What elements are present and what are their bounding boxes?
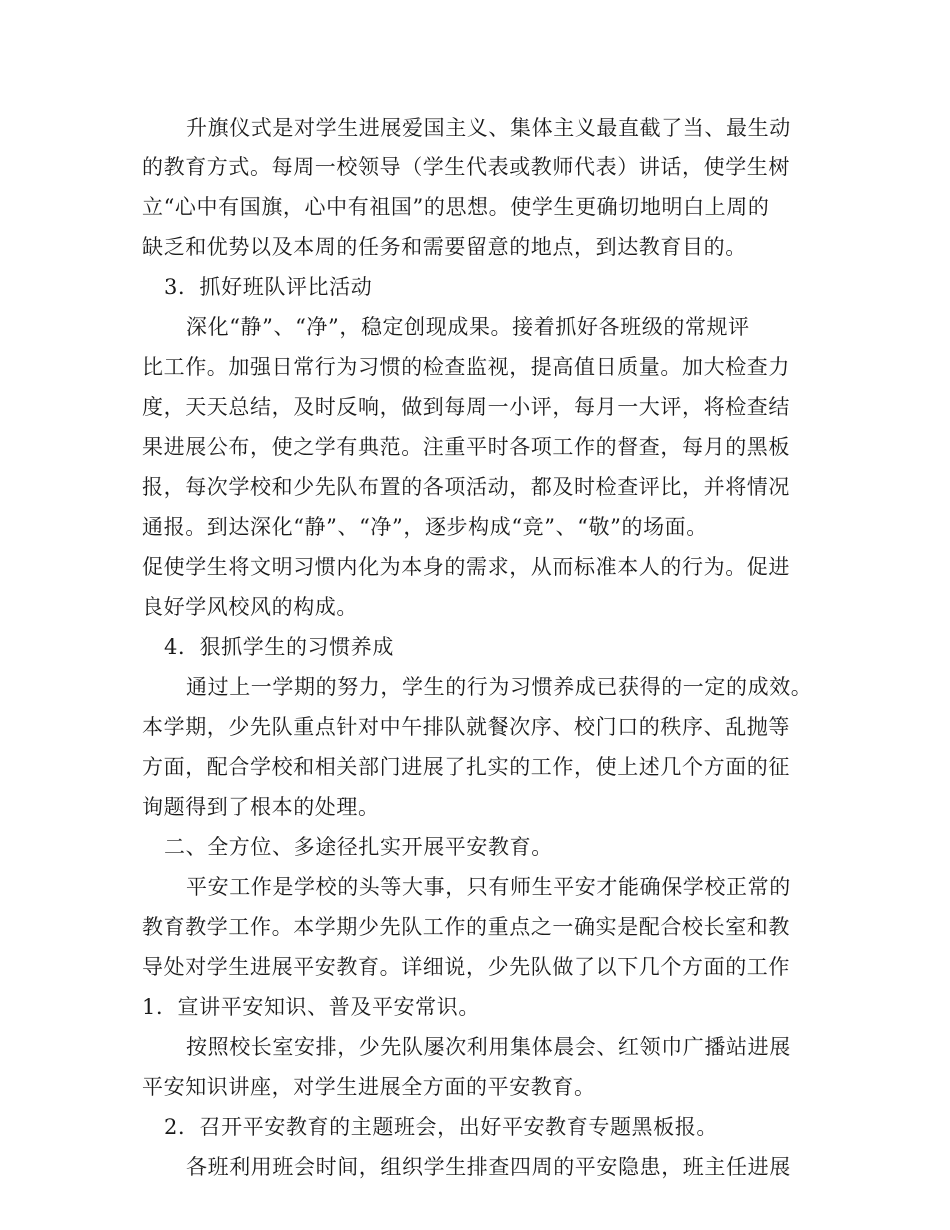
paragraph-line: 果进展公布，使之学有典范。注重平时各项工作的督查，每月的黑板 — [142, 435, 790, 459]
paragraph-line: 方面，配合学校和相关部门进展了扎实的工作，使上述几个方面的征 — [142, 755, 790, 779]
paragraph-line: 度，天天总结，及时反响，做到每周一小评，每月一大评，将检查结 — [142, 395, 790, 419]
paragraph-line: 通报。到达深化“静”、“净”，逐步构成“竞”、“敬”的场面。 — [142, 515, 708, 539]
paragraph-line: 升旗仪式是对学生进展爱国主义、集体主义最直截了当、最生动 — [186, 116, 791, 140]
paragraph-line: 缺乏和优势以及本周的任务和需要留意的地点，到达教育目的。 — [142, 235, 747, 259]
paragraph-line: 立“心中有国旗，心中有祖国”的思想。使学生更确切地明白上周的 — [142, 195, 770, 219]
section-heading: 1．宣讲平安知识、普及平安常识。 — [142, 995, 480, 1019]
paragraph-line: 通过上一学期的努力，学生的行为习惯养成已获得的一定的成效。 — [186, 675, 813, 699]
paragraph-line: 导处对学生进展平安教育。详细说，少先队做了以下几个方面的工作 — [142, 955, 790, 979]
paragraph-line: 良好学风校风的构成。 — [142, 595, 358, 619]
paragraph-line: 本学期，少先队重点针对中午排队就餐次序、校门口的秩序、乱抛等 — [142, 715, 790, 739]
section-heading: 4．狠抓学生的习惯养成 — [164, 635, 394, 659]
paragraph-line: 的教育方式。每周一校领导（学生代表或教师代表）讲话，使学生树 — [142, 155, 790, 179]
paragraph-line: 平安知识讲座，对学生进展全方面的平安教育。 — [142, 1075, 596, 1099]
section-heading: 3．抓好班队评比活动 — [164, 275, 373, 299]
paragraph-line: 教育教学工作。本学期少先队工作的重点之一确实是配合校长室和教 — [142, 915, 790, 939]
paragraph-line: 促使学生将文明习惯内化为本身的需求，从而标准本人的行为。促进 — [142, 555, 790, 579]
paragraph-line: 询题得到了根本的处理。 — [142, 795, 380, 819]
section-heading: 二、全方位、多途径扎实开展平安教育。 — [164, 835, 553, 859]
paragraph-line: 各班利用班会时间，组织学生排查四周的平安隐患，班主任进展 — [186, 1155, 791, 1179]
paragraph-line: 报，每次学校和少先队布置的各项活动，都及时检查评比，并将情况 — [142, 475, 790, 499]
paragraph-line: 按照校长室安排，少先队屡次利用集体晨会、红领巾广播站进展 — [186, 1035, 791, 1059]
paragraph-line: 平安工作是学校的头等大事，只有师生平安才能确保学校正常的 — [186, 875, 791, 899]
paragraph-line: 深化“静”、“净”，稳定创现成果。接着抓好各班级的常规评 — [186, 315, 750, 339]
section-heading: 2．召开平安教育的主题班会，出好平安教育专题黑板报。 — [164, 1115, 718, 1139]
paragraph-line: 比工作。加强日常行为习惯的检查监视，提高值日质量。加大检查力 — [142, 355, 790, 379]
